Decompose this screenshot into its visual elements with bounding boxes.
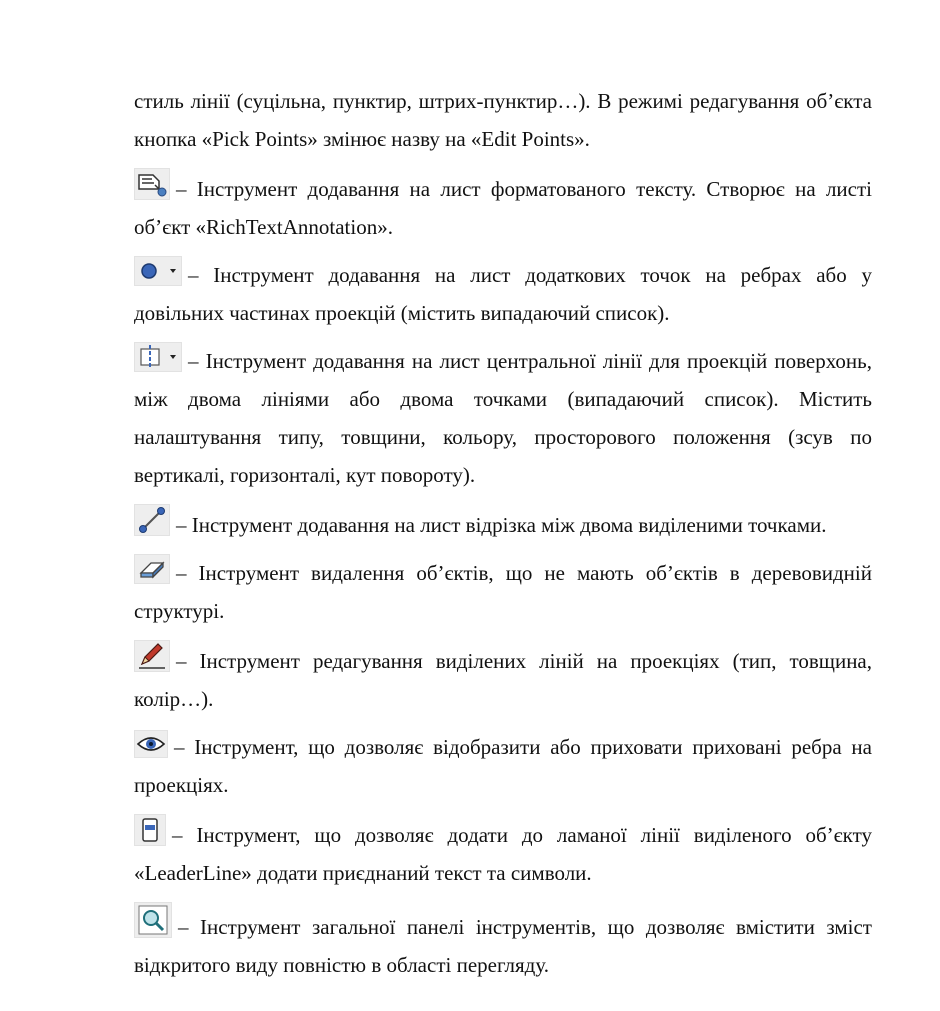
paragraph-rich-text: [134, 168, 872, 246]
leader-symbol-icon: [134, 814, 166, 846]
centerline-icon: [134, 342, 182, 372]
paragraph-text: – Інструмент видалення об’єктів, що не мають об’єктів в деревовидній структурі.: [134, 561, 872, 623]
paragraph-text: стиль лінії (суцільна, пунктир, штрих-пунктир…). В режимі редагування об’єкта кнопка «Pick Points» змінює назву на «Edit Points».: [134, 89, 872, 151]
paragraph-segment: [134, 504, 872, 544]
add-point-icon: [134, 256, 182, 286]
paragraph-text: – Інструмент загальної панелі інструментів, що дозволяє вмістити зміст відкритого виду повністю в області перегляду.: [134, 915, 872, 977]
paragraph-text: – Інструмент додавання на лист відрізка між двома виділеними точками.: [176, 513, 827, 537]
segment-icon: [134, 504, 170, 536]
paragraph-text: – Інструмент, що дозволяє додати до ламаної лінії виділеного об’єкту «LeaderLine» додати приєднаний текст та символи.: [134, 823, 872, 885]
eye-icon: [134, 730, 168, 758]
pencil-icon: [134, 640, 170, 672]
fit-view-icon: [134, 902, 172, 938]
paragraph-fit-view: [134, 902, 872, 984]
paragraph-text: – Інструмент, що дозволяє відобразити або приховати приховані ребра на проекціях.: [134, 735, 872, 797]
paragraph-pencil: [134, 640, 872, 718]
paragraph-leader-symbol: [134, 814, 872, 892]
document-page: [134, 82, 872, 994]
paragraph-text: – Інструмент додавання на лист форматованого тексту. Створює на листі об’єкт «RichTextAnnotation».: [134, 177, 872, 239]
paragraph-add-point: [134, 256, 872, 332]
eraser-icon: [134, 554, 170, 584]
paragraph-text: – Інструмент додавання на лист центральної лінії для проекцій поверхонь, між двома лініями або двома точками (випадаючий список). Містить налаштування типу, товщини, кольору, просторового положення (зсув по вертикалі, горизонталі, кут повороту).: [134, 349, 872, 487]
paragraph-centerline: [134, 342, 872, 494]
paragraph-eraser: [134, 554, 872, 630]
paragraph-text: – Інструмент додавання на лист додаткових точок на ребрах або у довільних частинах проекцій (містить випадаючий список).: [134, 263, 872, 325]
paragraph-eye: [134, 728, 872, 804]
rich-text-annotation-icon: [134, 168, 170, 200]
paragraph-line-style: [134, 82, 872, 158]
paragraph-text: – Інструмент редагування виділених ліній на проекціях (тип, товщина, колір…).: [134, 649, 872, 711]
